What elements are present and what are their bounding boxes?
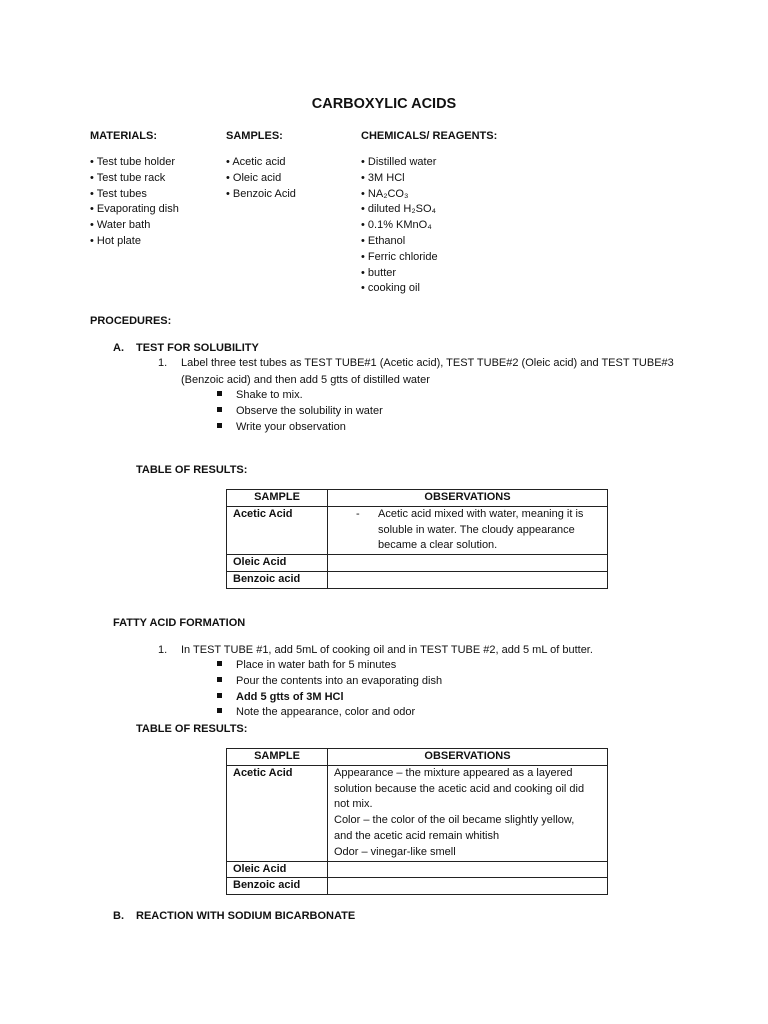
step-number: 1.	[158, 357, 168, 369]
step-text: In TEST TUBE #1, add 5mL of cooking oil and in TEST TUBE #2, add 5 mL of butter.	[181, 644, 593, 656]
list-item: • NA₂CO₃	[361, 187, 409, 200]
results-table-solubility	[226, 489, 608, 589]
sample-cell: Benzoic acid	[227, 571, 328, 588]
materials-heading: MATERIALS:	[90, 130, 158, 142]
square-bullet-icon	[217, 693, 222, 698]
sample-cell: Benzoic acid	[227, 878, 328, 895]
substep-list	[217, 387, 383, 434]
results-table-fatty-acid	[226, 748, 608, 895]
table-row	[227, 571, 608, 588]
square-bullet-icon	[217, 391, 222, 396]
page-title: CARBOXYLIC ACIDS	[311, 96, 457, 112]
list-item: • Test tubes	[90, 187, 147, 200]
observation-cell	[328, 861, 608, 878]
column-header-observations: OBSERVATIONS	[328, 749, 608, 766]
observation-cell	[328, 506, 608, 554]
observation-cell	[328, 571, 608, 588]
samples-heading: SAMPLES:	[226, 130, 283, 142]
square-bullet-icon	[217, 677, 222, 682]
chemicals-list	[361, 154, 438, 296]
observation-line: and the acetic acid remain whitish	[334, 829, 500, 842]
observation-cell	[328, 878, 608, 895]
list-item: • Evaporating dish	[90, 203, 179, 216]
observation-line: solution because the acetic acid and cooking oil did	[334, 782, 585, 795]
square-bullet-icon	[217, 407, 222, 412]
list-item: Add 5 gtts of 3M HCl	[217, 689, 442, 705]
sample-cell: Oleic Acid	[227, 861, 328, 878]
observation-cell	[328, 765, 608, 861]
table-row	[227, 555, 608, 572]
list-item: • Benzoic Acid	[226, 187, 296, 200]
list-item: Write your observation	[217, 419, 383, 435]
section-a-letter: A.	[113, 342, 124, 354]
square-bullet-icon	[217, 661, 222, 666]
list-item: • butter	[361, 266, 397, 279]
procedures-heading: PROCEDURES:	[90, 315, 172, 327]
observation-line: Appearance – the mixture appeared as a layered	[334, 766, 573, 779]
list-item: Note the appearance, color and odor	[217, 704, 442, 720]
observation-line: Odor – vinegar-like smell	[334, 845, 456, 858]
table-row	[227, 506, 608, 554]
table-row	[227, 878, 608, 895]
list-item: • diluted H₂SO₄	[361, 203, 436, 216]
section-b-letter: B.	[113, 910, 124, 922]
fatty-acid-heading: FATTY ACID FORMATION	[113, 617, 246, 629]
list-item: • Test tube rack	[90, 171, 166, 184]
list-item: Observe the solubility in water	[217, 403, 383, 419]
observation-line: not mix.	[334, 798, 373, 811]
list-item: • Test tube holder	[90, 156, 175, 168]
list-item: • 0.1% KMnO₄	[361, 219, 432, 232]
list-item: • Ferric chloride	[361, 250, 438, 263]
list-item: Place in water bath for 5 minutes	[217, 657, 442, 673]
list-item: • Hot plate	[90, 234, 141, 247]
section-b-heading: REACTION WITH SODIUM BICARBONATE	[136, 910, 356, 922]
list-item: • 3M HCl	[361, 171, 405, 184]
list-item: • Acetic acid	[226, 156, 286, 168]
list-item: • Distilled water	[361, 156, 437, 168]
materials-list	[90, 154, 179, 249]
observation-cell	[328, 555, 608, 572]
column-header-observations: OBSERVATIONS	[328, 490, 608, 507]
chemicals-heading: CHEMICALS/ REAGENTS:	[361, 130, 498, 142]
sample-cell: Acetic Acid	[227, 765, 328, 861]
column-header-sample: SAMPLE	[227, 749, 328, 766]
substep-list	[217, 657, 442, 720]
square-bullet-icon	[217, 708, 222, 713]
list-item: • Ethanol	[361, 234, 406, 247]
section-a-heading: TEST FOR SOLUBILITY	[136, 342, 259, 354]
list-item: • Water bath	[90, 219, 151, 232]
dash-marker: -	[356, 507, 360, 520]
table-heading: TABLE OF RESULTS:	[136, 723, 248, 735]
sample-cell: Acetic Acid	[227, 506, 328, 554]
column-header-sample: SAMPLE	[227, 490, 328, 507]
square-bullet-icon	[217, 423, 222, 428]
observation-text: Acetic acid mixed with water, meaning it is soluble in water. The cloudy appearance became a clear solution.	[378, 507, 584, 552]
list-item: • Oleic acid	[226, 171, 282, 184]
list-item: Pour the contents into an evaporating dish	[217, 673, 442, 689]
list-item: Shake to mix.	[217, 387, 383, 403]
samples-list	[226, 154, 296, 201]
table-heading: TABLE OF RESULTS:	[136, 464, 248, 476]
observation-line: Color – the color of the oil became slightly yellow,	[334, 814, 575, 827]
step-number: 1.	[158, 644, 168, 656]
table-row	[227, 861, 608, 878]
sample-cell: Oleic Acid	[227, 555, 328, 572]
step-text: (Benzoic acid) and then add 5 gtts of distilled water	[181, 374, 430, 386]
table-row	[227, 765, 608, 861]
step-text: Label three test tubes as TEST TUBE#1 (Acetic acid), TEST TUBE#2 (Oleic acid) and TEST TUBE#3	[181, 357, 674, 369]
list-item: • cooking oil	[361, 282, 420, 295]
